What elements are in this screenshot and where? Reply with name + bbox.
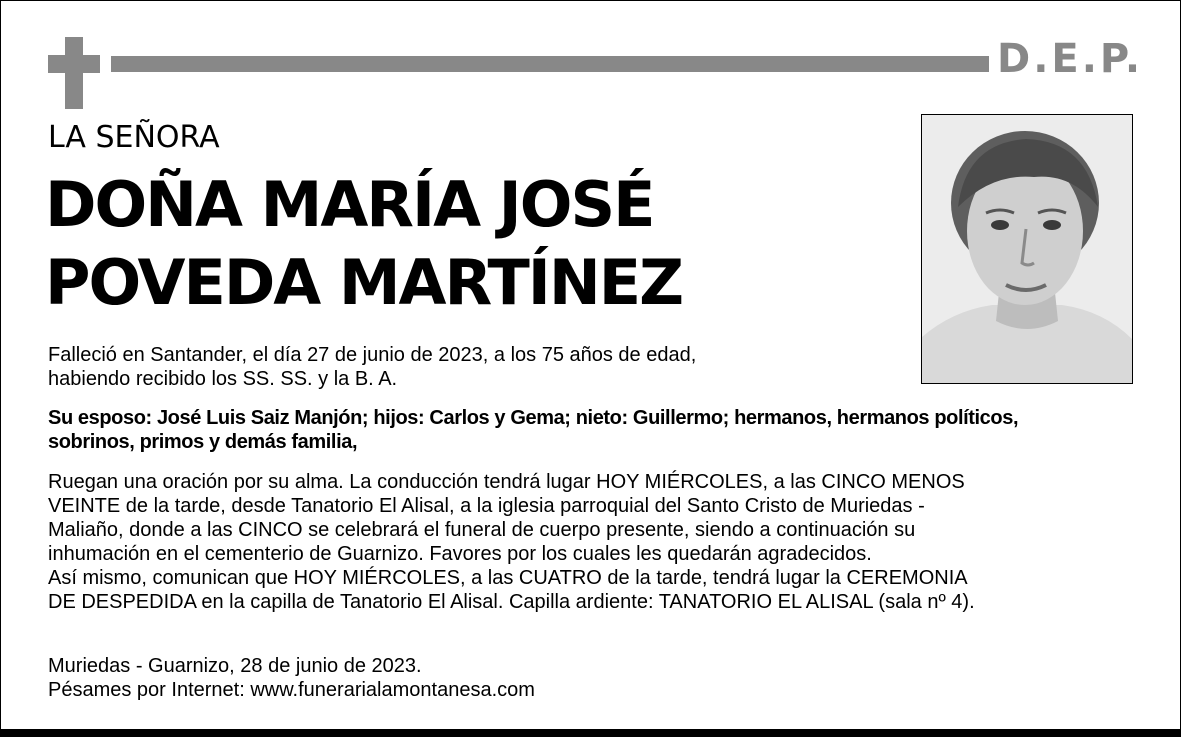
honorific-title: LA SEÑORA [48, 120, 220, 155]
portrait-photo-icon [922, 115, 1132, 383]
place-date: Muriedas - Guarnizo, 28 de junio de 2023. [48, 655, 422, 677]
footer [48, 654, 535, 702]
ceremony-details [48, 470, 975, 614]
deceased-name-line-2: POVEDA MARTÍNEZ [45, 246, 683, 319]
ceremony-line: Maliaño, donde a las CINCO se celebrará el funeral de cuerpo presente, siendo a continuación su [48, 519, 916, 541]
ceremony-line: VEINTE de la tarde, desde Tanatorio El Alisal, a la iglesia parroquial del Santo Cristo de Muriedas - [48, 495, 925, 517]
portrait-photo [921, 114, 1133, 384]
death-notice-line: habiendo recibido los SS. SS. y la B. A. [48, 368, 398, 390]
cross-icon-vertical [65, 37, 83, 109]
family-list-line: sobrinos, primos y demás familia, [48, 431, 358, 453]
condolences-website: Pésames por Internet: www.funerarialamontanesa.com [48, 679, 535, 701]
death-notice [48, 343, 696, 391]
ceremony-line: Ruegan una oración por su alma. La conducción tendrá lugar HOY MIÉRCOLES, a las CINCO MENOS [48, 471, 965, 493]
ceremony-line: DE DESPEDIDA en la capilla de Tanatorio El Alisal. Capilla ardiente: TANATORIO EL ALISAL (sala nº 4). [48, 591, 975, 613]
deceased-name-line-1: DOÑA MARÍA JOSÉ [45, 168, 654, 241]
cross-icon-horizontal [48, 55, 100, 73]
family-list-line: Su esposo: José Luis Saiz Manjón; hijos: Carlos y Gema; nieto: Guillermo; hermanos, hermanos políticos, [48, 407, 1019, 429]
family-list [48, 406, 1018, 454]
bottom-rule [0, 729, 1181, 737]
header-divider-bar [111, 56, 989, 72]
ceremony-line: Así mismo, comunican que HOY MIÉRCOLES, a las CUATRO de la tarde, tendrá lugar la CEREMONIA [48, 567, 968, 589]
dep-label: D.E.P. [997, 36, 1144, 82]
death-notice-line: Falleció en Santander, el día 27 de junio de 2023, a los 75 años de edad, [48, 344, 697, 366]
ceremony-line: inhumación en el cementerio de Guarnizo. Favores por los cuales les quedarán agradecidos. [48, 543, 872, 565]
